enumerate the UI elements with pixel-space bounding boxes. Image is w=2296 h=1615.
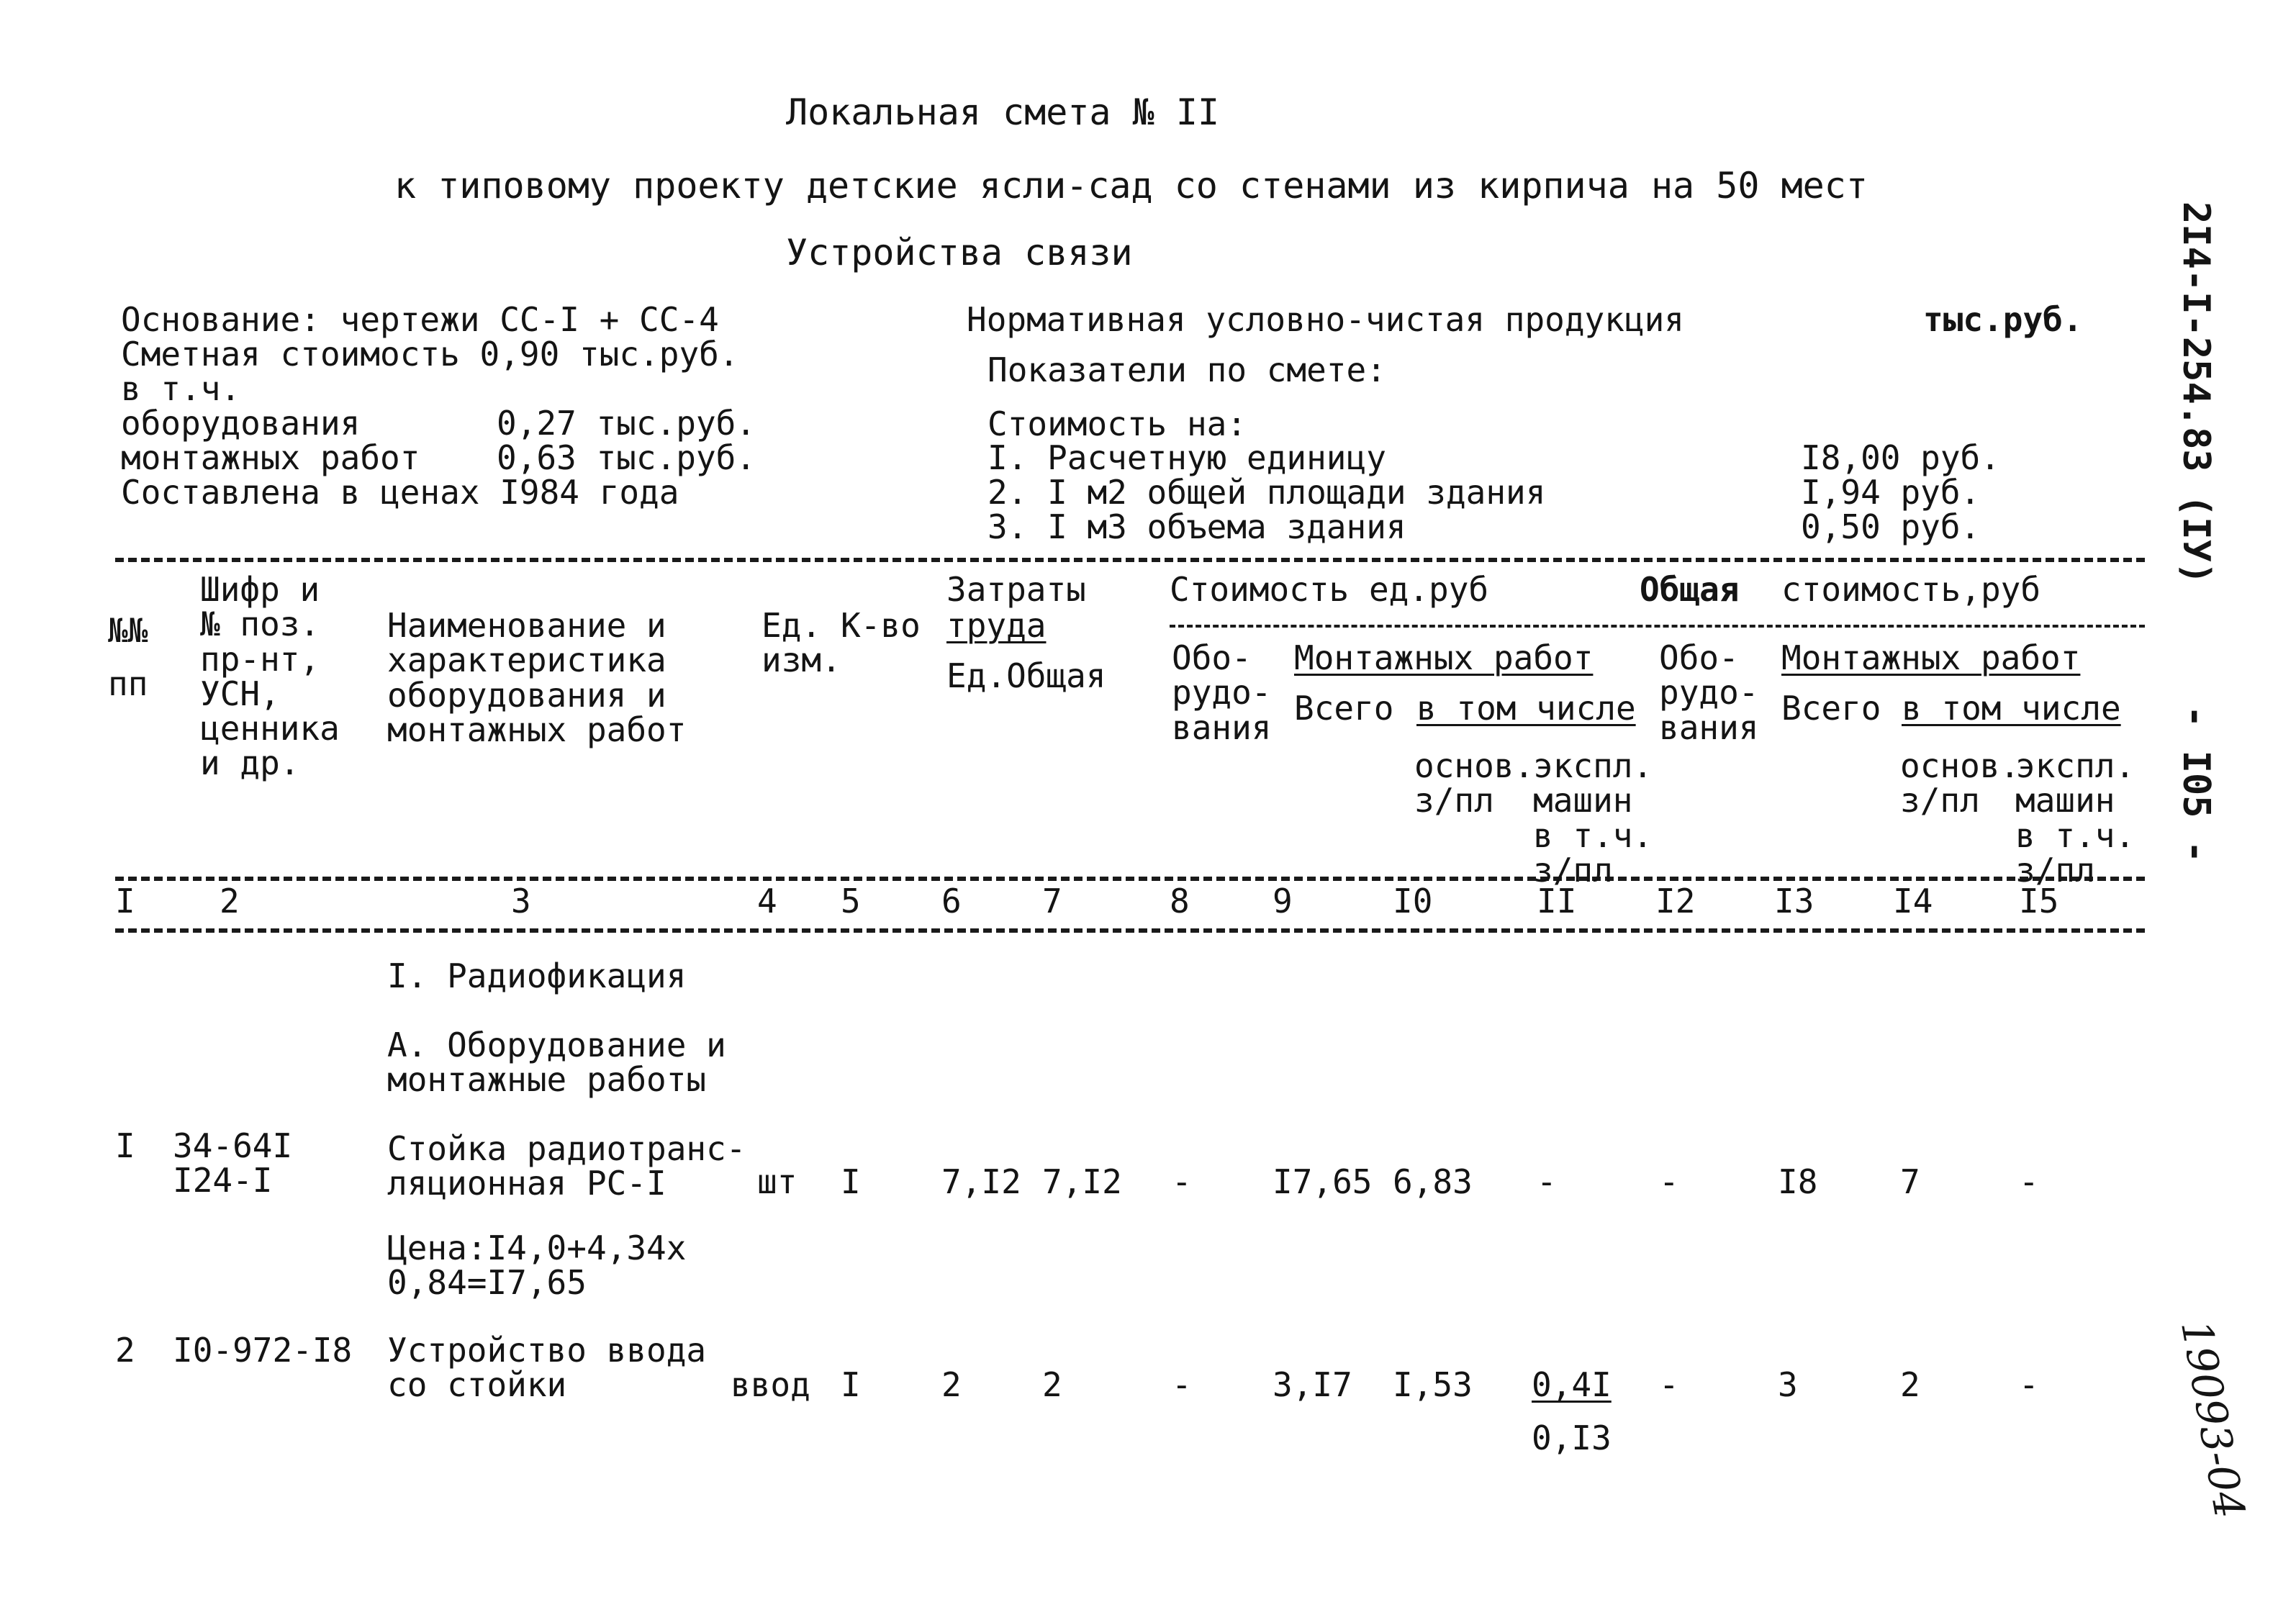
row-total-machines: - xyxy=(2019,1162,2039,1201)
row-labor-unit: 7,I2 xyxy=(941,1162,1021,1201)
total-cost-header: стоимость,руб xyxy=(1781,570,2041,609)
row-equip-total: - xyxy=(1659,1162,1679,1201)
indicator-label: I. Расчетную единицу xyxy=(987,438,1386,477)
column-number: I4 xyxy=(1893,882,1933,920)
row-mount-wage: I,53 xyxy=(1393,1365,1473,1404)
section-title: I. Радиофикация xyxy=(387,956,687,995)
row-qty: I xyxy=(841,1162,861,1201)
indicator-label: 2. I м2 общей площади здания xyxy=(987,473,1546,512)
normative-label: Нормативная условно-чистая продукция xyxy=(967,300,1684,339)
row-equip-total: - xyxy=(1659,1365,1679,1404)
basis-line3: в т.ч. xyxy=(121,369,241,408)
column-number: 4 xyxy=(757,882,777,920)
row-code: 34-64I I24-I xyxy=(173,1126,293,1200)
row-unit: шт xyxy=(757,1162,797,1201)
machines-wage-value: 0,I3 xyxy=(1532,1419,1612,1458)
mount-total-header: Монтажных работ xyxy=(1781,638,2081,677)
column-number: 5 xyxy=(841,882,861,920)
col-unit-header: Ед. изм. xyxy=(761,606,841,680)
unit-cost-header: Стоимость ед.руб xyxy=(1170,570,1489,609)
col-name-header: Наименование и характеристика оборудования и монтажных работ xyxy=(387,606,687,749)
indicator-value: 0,50 руб. xyxy=(1801,507,1981,546)
row-mount-all: 3,I7 xyxy=(1273,1365,1352,1404)
mount-incl-header: в том числе xyxy=(1416,689,1636,728)
row-equip-unit: - xyxy=(1172,1365,1192,1404)
machines-value: 0,4I xyxy=(1532,1365,1612,1404)
document-subtitle: к типовому проекту детские ясли-сад со стенами из кирпича на 50 мест xyxy=(394,165,1868,207)
col-code-header: Шифр и № поз. пр-нт, УСН, ценника и др. xyxy=(200,570,340,783)
row-qty: I xyxy=(841,1365,861,1404)
row-mount-all: I7,65 xyxy=(1273,1162,1373,1201)
row-total-wage: 7 xyxy=(1900,1162,1920,1201)
equip-label: оборудования xyxy=(121,404,361,443)
section-heading: Устройства связи xyxy=(786,232,1133,273)
subsection-title: А. Оборудование и монтажные работы xyxy=(387,1026,726,1100)
unit-cost-subrule xyxy=(1170,625,2145,628)
row-labor-total: 2 xyxy=(1042,1365,1062,1404)
labor-units-header: Ед.Общая xyxy=(946,656,1106,695)
table-top-rule xyxy=(115,558,2145,562)
total-word-header: Общая xyxy=(1640,570,1740,609)
basis-line2: Сметная стоимость 0,90 тыс.руб. xyxy=(121,335,739,374)
row-number: 2 xyxy=(115,1331,135,1370)
row-total-machines: - xyxy=(2019,1365,2039,1404)
row-number: I xyxy=(115,1126,135,1165)
row-labor-unit: 2 xyxy=(941,1365,962,1404)
equip-unit-header: Обо- рудо- вания xyxy=(1172,638,1272,747)
total-incl-header: в том числе xyxy=(1902,689,2121,728)
document-title: Локальная смета № II xyxy=(786,91,1220,133)
normative-unit: тыс.руб. xyxy=(1923,300,2083,339)
project-code: 2I4-I-254.83 (IУ) xyxy=(2174,202,2218,585)
basic-wage-total-header: основ. з/пл xyxy=(1900,746,2020,820)
column-number: I5 xyxy=(2019,882,2059,920)
column-number: 3 xyxy=(511,882,531,920)
col-qty-header: К-во xyxy=(841,606,921,645)
column-number: I3 xyxy=(1774,882,1814,920)
mount-unit-header: Монтажных работ xyxy=(1294,638,1594,677)
prices-year: Составлена в ценах I984 года xyxy=(121,473,679,512)
row-total-wage: 2 xyxy=(1900,1365,1920,1404)
indicator-label: 3. I м3 объема здания xyxy=(987,507,1406,546)
column-number: 7 xyxy=(1042,882,1062,920)
row-price-note: Цена:I4,0+4,34х 0,84=I7,65 xyxy=(387,1229,687,1303)
mount-all-header: Всего xyxy=(1294,689,1394,728)
labor-header: Затраты xyxy=(946,570,1086,609)
mount-label: монтажных работ xyxy=(121,438,420,477)
indicators-title: Показатели по смете: xyxy=(987,350,1386,389)
row-mount-machines xyxy=(1532,1367,1612,1456)
machines-total-header: экспл. машин в т.ч. з/пл xyxy=(2015,746,2135,890)
row-mount-wage: 6,83 xyxy=(1393,1162,1473,1201)
indicator-value: I,94 руб. xyxy=(1801,473,1981,512)
column-number: I0 xyxy=(1393,882,1433,920)
column-number: I2 xyxy=(1655,882,1696,920)
row-code: I0-972-I8 xyxy=(173,1331,353,1370)
header-bottom-rule xyxy=(115,877,2145,881)
handwritten-number: 19093-04 xyxy=(2171,1316,2255,1522)
mount-value: 0,63 тыс.руб. xyxy=(497,438,756,477)
column-numbers-rule xyxy=(115,928,2145,933)
column-number: II xyxy=(1537,882,1577,920)
row-total-all: 3 xyxy=(1778,1365,1798,1404)
column-number: 2 xyxy=(220,882,240,920)
labor-sub-header: труда xyxy=(946,606,1047,645)
column-number: 6 xyxy=(941,882,962,920)
row-name: Стойка радиотранс- ляционная РС-I xyxy=(387,1129,746,1203)
row-equip-unit: - xyxy=(1172,1162,1192,1201)
col-num-header: №№ пп xyxy=(108,611,148,703)
page-number: - I05 - xyxy=(2174,705,2218,864)
total-all-header: Всего xyxy=(1781,689,1881,728)
equip-value: 0,27 тыс.руб. xyxy=(497,404,756,443)
row-name: Устройство ввода со стойки xyxy=(387,1331,707,1405)
machines-header: экспл. машин в т.ч. з/пл xyxy=(1533,746,1653,890)
equip-total-header: Обо- рудо- вания xyxy=(1659,638,1759,747)
column-number: 9 xyxy=(1273,882,1293,920)
basis-line1: Основание: чертежи СС-I + СС-4 xyxy=(121,300,719,339)
column-number: 8 xyxy=(1170,882,1190,920)
indicator-value: I8,00 руб. xyxy=(1801,438,2000,477)
basic-wage-header: основ. з/пл xyxy=(1414,746,1535,820)
row-labor-total: 7,I2 xyxy=(1042,1162,1122,1201)
row-total-all: I8 xyxy=(1778,1162,1818,1201)
cost-on-label: Стоимость на: xyxy=(987,404,1247,443)
column-number: I xyxy=(115,882,135,920)
row-unit: ввод xyxy=(731,1365,810,1404)
row-mount-machines: - xyxy=(1537,1162,1557,1201)
